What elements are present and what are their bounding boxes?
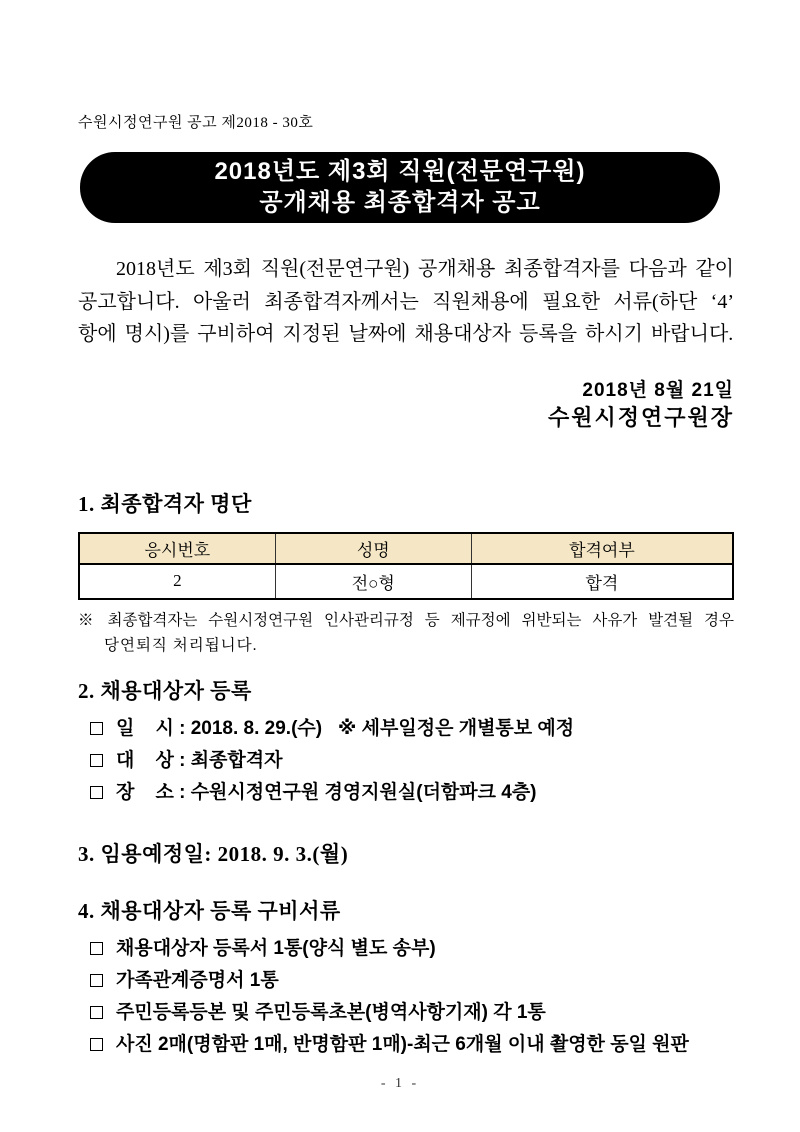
table-note-line1: ※ 최종합격자는 수원시정연구원 인사관리규정 등 제규정에 위반되는 사유가 발견될 경우 [78,611,734,629]
checklist-item [78,965,734,997]
checkbox-icon [90,1038,103,1051]
checklist-item-label: 장 소 : 수원시정연구원 경영지원실(더함파크 4층) [116,781,537,803]
checklist-item-label: 주민등록등본 및 주민등록초본(병역사항기재) 각 1통 [116,1001,546,1023]
checklist-item [78,1029,734,1061]
intro-line-2: 공고합니다. 아울러 최종합격자께서는 직원채용에 필요한 서류(하단 ‘4’ [78,290,734,313]
section1-title: 1. 최종합격자 명단 [78,491,252,516]
signature-date: 2018년 8월 21일 [582,379,734,401]
checkbox-icon [90,1006,103,1019]
title-banner-line2: 공개채용 최종합격자 공고 [259,189,541,216]
checklist-item [78,777,734,809]
intro-line-3: 항에 명시)를 구비하여 지정된 날짜에 채용대상자 등록을 하시기 바랍니다. [78,323,734,345]
checkbox-icon [90,942,103,955]
title-banner-line1: 2018년도 제3회 직원(전문연구원) [214,158,586,185]
intro-line-1: 2018년도 제3회 직원(전문연구원) 공개채용 최종합격자를 다음과 같이 [116,258,734,280]
results-table [78,532,734,600]
table-header-cell-name: 성명 [275,533,471,564]
table-cell-number: 2 [173,571,182,590]
checklist-item [78,745,734,777]
table-header-row [79,533,733,564]
doc-number: 수원시정연구원 공고 제2018 - 30호 [78,115,314,131]
checklist-item [78,997,734,1029]
checklist-item-label: 일 시 : 2018. 8. 29.(수) ※ 세부일정은 개별통보 예정 [116,717,575,739]
checkbox-icon [90,722,103,735]
signature-block [78,379,734,433]
table-header-cell-result: 합격여부 [471,533,733,564]
checklist-item-label: 채용대상자 등록서 1통(양식 별도 송부) [116,937,436,959]
table-note [78,608,734,658]
title-banner [80,152,720,223]
checkbox-icon [90,754,103,767]
checkbox-icon [90,786,103,799]
checklist-item [78,933,734,965]
checklist-item-label: 가족관계증명서 1통 [116,969,279,991]
table-cell-result: 합격 [471,564,733,599]
section2-title: 2. 채용대상자 등록 [78,678,252,703]
page-number: - 1 - [380,1076,420,1091]
checklist-item-label: 사진 2매(명함판 1매, 반명함판 1매)-최근 6개월 이내 촬영한 동일 원판 [116,1033,689,1055]
table-cell-name: 전○형 [275,564,471,599]
section3-title: 3. 임용예정일: 2018. 9. 3.(월) [78,841,349,866]
signature-signer: 수원시정연구원장 [547,404,734,430]
checkbox-icon [90,974,103,987]
section2-checklist [78,713,734,809]
table-row [79,564,733,599]
table-note-line2: 당연퇴직 처리됩니다. [104,636,258,654]
table-header-cell-number: 응시번호 [79,533,275,564]
intro-paragraph [78,253,734,351]
checklist-item [78,713,734,745]
section4-checklist [78,933,734,1061]
checklist-item-label: 대 상 : 최종합격자 [116,749,283,771]
section4-title: 4. 채용대상자 등록 구비서류 [78,898,341,923]
